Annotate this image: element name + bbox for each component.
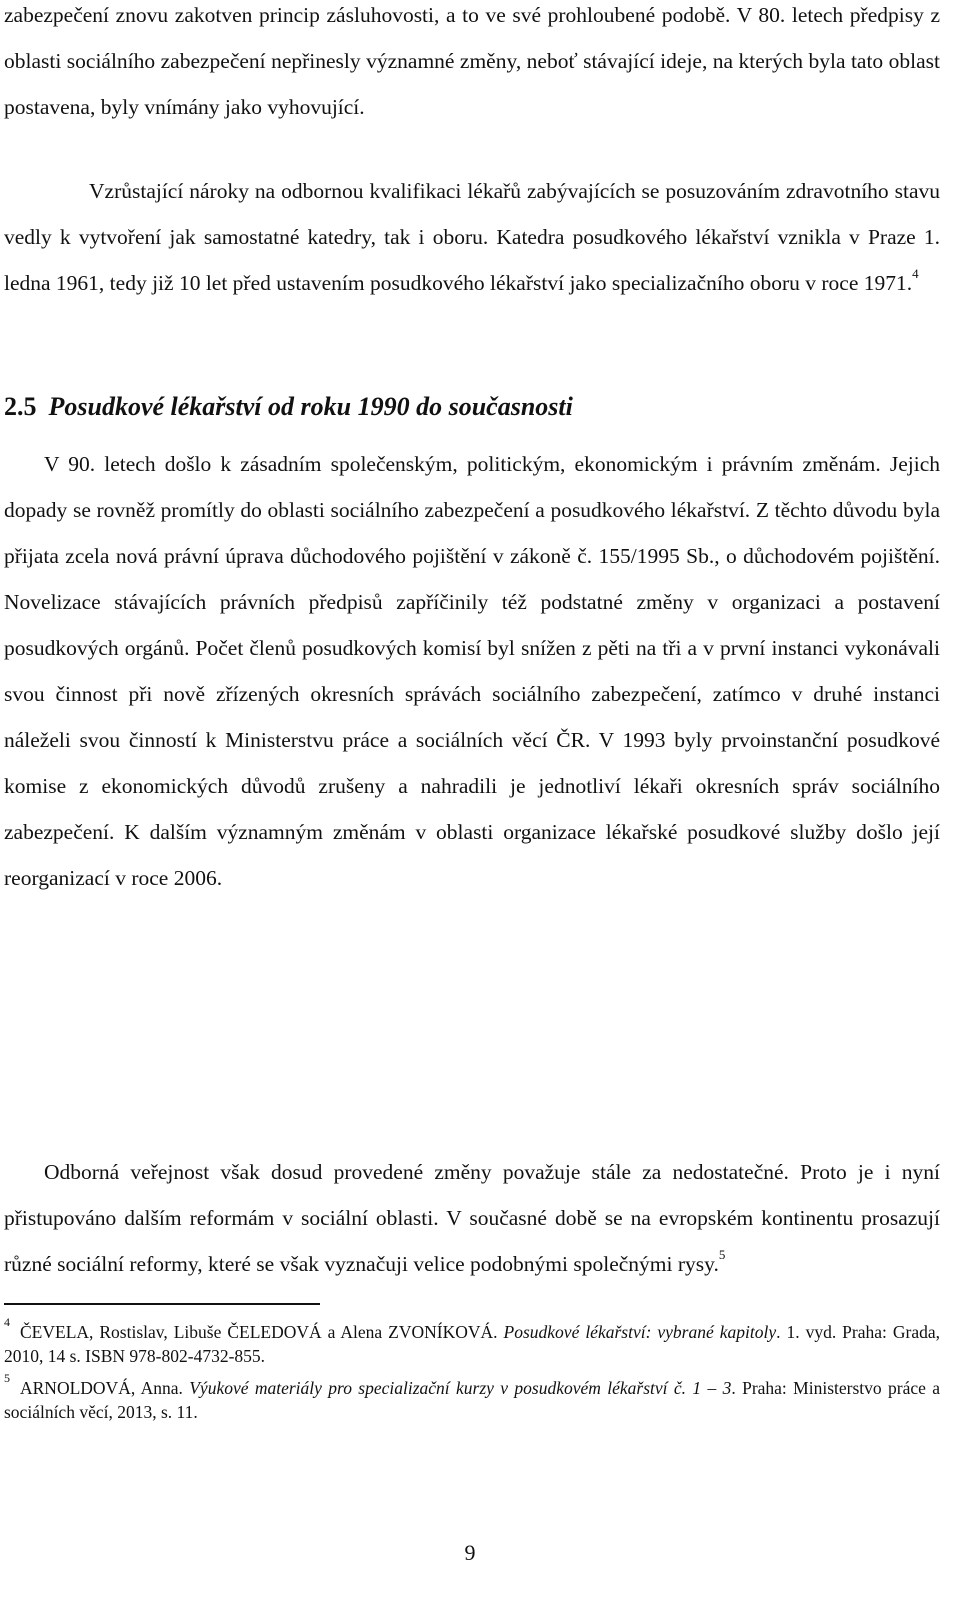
footnote-ref-4[interactable]: 4 — [912, 265, 919, 281]
paragraph-intro — [4, 0, 940, 130]
footnote-4 — [4, 1315, 940, 1368]
footnote-number: 4 — [4, 1315, 10, 1330]
section-number: 2.5 — [4, 392, 37, 421]
paragraph-reforms — [4, 1149, 940, 1287]
paragraph-reforms-text: Odborná veřejnost však dosud provedené změny považuje stále za nedostatečné. Proto je i nyní přistupováno dalším reformám v sociální oblasti. V současné době se na evropském kontinentu prosazují různé sociální reformy, které se však vyznačuji velice podobnými společnými rysy. — [4, 1160, 940, 1276]
section-heading — [4, 384, 573, 430]
footnote-details: . 1. vyd. Praha: Grada, 2010, 14 s. ISBN 978-802-4732-855. — [4, 1322, 940, 1366]
footnotes — [4, 1315, 940, 1432]
footnote-authors: ČEVELA, Rostislav, Libuše ČELEDOVÁ a Alena ZVONÍKOVÁ. — [20, 1322, 498, 1342]
paragraph-90s — [4, 441, 940, 901]
footnote-5 — [4, 1371, 940, 1424]
footnote-ref-5[interactable]: 5 — [718, 1246, 726, 1262]
paragraph-intro-text: zabezpečení znovu zakotven princip zásluhovosti, a to ve své prohloubené podobě. V 80. letech předpisy z oblasti sociálního zabezpečení nepřinesly významné změny, neboť stávající ideje, na kterých byla tato oblast postavena, byly vnímány jako vyhovující. — [4, 3, 940, 119]
footnote-authors: ARNOLDOVÁ, Anna. — [20, 1378, 183, 1398]
paragraph-katedra-text: Vzrůstající nároky na odbornou kvalifikaci lékařů zabývajících se posuzováním zdravotního stavu vedly k vytvoření jak samostatné katedry, tak i oboru. Katedra posudkového lékařství vznikla v Praze 1. ledna 1961, tedy již 10 let před ustavením posudkového lékařství jako specializačního oboru v roce 1971. — [4, 179, 940, 295]
footnote-title: Výukové materiály pro specializační kurzy v posudkovém lékařství č. 1 – 3 — [189, 1378, 732, 1398]
footnote-details: . Praha: Ministerstvo práce a sociálních věcí, 2013, s. 11. — [4, 1378, 940, 1422]
paragraph-katedra — [4, 168, 940, 306]
section-title: Posudkové lékařství od roku 1990 do současnosti — [48, 392, 573, 421]
paragraph-90s-text: V 90. letech došlo k zásadním společenským, politickým, ekonomickým i právním změnám. Jejich dopady se rovněž promítly do oblasti sociálního zabezpečení a posudkového lékařství. Z těchto důvodu byla přijata zcela nová právní úprava důchodového pojištění v zákoně č. 155/1995 Sb., o důchodovém pojištění. Novelizace stávajících právních předpisů zapříčinily též podstatné změny v organizaci a postavení posudkových orgánů. Počet členů posudkových komisí byl snížen z pěti na tři a v první instanci vykonávali svou činnost při nově zřízených okresních správách sociálního zabezpečení, zatímco v druhé instanci náleželi svou činností k Ministerstvu práce a sociálních věcí ČR. V 1993 byly prvoinstanční posudkové komise z ekonomických důvodů zrušeny a nahradili je jednotliví lékaři okresních správ sociálního zabezpečení. K dalším významným změnám v oblasti organizace lékařské posudkové služby došlo její reorganizací v roce 2006. — [4, 452, 940, 890]
page-number: 9 — [464, 1540, 476, 1565]
footnote-title: Posudkové lékařství: vybrané kapitoly — [503, 1322, 777, 1342]
footnote-number: 5 — [4, 1371, 10, 1386]
footnote-separator — [4, 1303, 320, 1305]
